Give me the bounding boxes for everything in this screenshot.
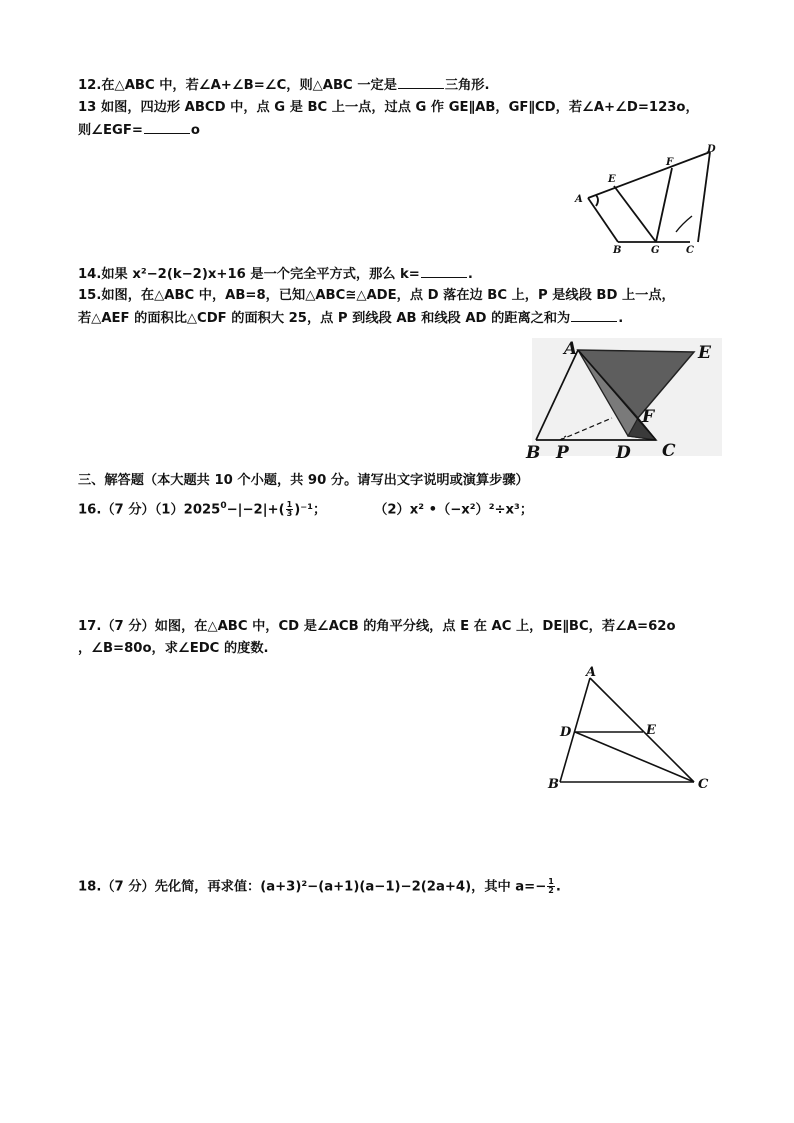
label-p: P	[556, 443, 569, 463]
question-15-line2	[78, 309, 623, 328]
answer-blank[interactable]	[571, 309, 617, 322]
label-c: C	[662, 441, 676, 461]
question-17-line2: ，∠B=80o，求∠EDC 的度数.	[78, 641, 269, 656]
question-14	[78, 265, 473, 284]
label-d: D	[707, 144, 716, 155]
figure-15-triangles	[522, 334, 726, 462]
figure-13-quadrilateral	[560, 142, 730, 262]
q16-exponent: 0	[220, 501, 227, 512]
question-15-line1: 15.如图，在△ABC 中，AB=8，已知△ABC≅△ADE，点 D 落在边 BC 上，P 是线段 BD 上一点，	[78, 288, 675, 303]
fraction-denominator: 2	[548, 886, 554, 895]
label-c: C	[686, 245, 694, 256]
q16-exp: )⁻¹；	[294, 502, 327, 518]
q18-fraction	[547, 878, 555, 895]
figure-17-triangle	[546, 664, 718, 796]
question-12	[78, 76, 489, 95]
answer-blank[interactable]	[398, 76, 444, 89]
label-f: F	[666, 157, 674, 168]
label-c: C	[698, 777, 709, 792]
label-b: B	[548, 777, 559, 792]
q16-part2: （2）x² •（−x²）²÷x³；	[374, 502, 534, 518]
q18-text: 18.（7 分）先化简，再求值：(a+3)²−(a+1)(a−1)−2(2a+4)，其中 a=−	[78, 879, 547, 895]
label-d: D	[560, 725, 572, 740]
question-16	[78, 501, 533, 520]
fraction-numerator: 1	[548, 877, 554, 886]
q15-text-after: .	[618, 311, 624, 326]
q16-prefix: 16.（7 分）（1）2025	[78, 502, 221, 518]
q13-text-after: o	[190, 123, 200, 138]
label-f: F	[642, 407, 655, 427]
label-d: D	[616, 443, 631, 463]
q14-text-after: .	[467, 267, 473, 282]
fraction-numerator: 1	[286, 500, 293, 509]
section-3-heading: 三、解答题（本大题共 10 个小题，共 90 分。请写出文字说明或演算步骤）	[78, 473, 529, 488]
q13-text: 则∠EGF=	[78, 123, 143, 138]
q15-text: 若△AEF 的面积比△CDF 的面积大 25，点 P 到线段 AB 和线段 AD 的距离之和为	[78, 311, 571, 326]
label-b: B	[613, 245, 622, 256]
question-13-line1: 13 如图，四边形 ABCD 中，点 G 是 BC 上一点，过点 G 作 GE∥AB，GF∥CD，若∠A+∠D=123o，	[78, 100, 699, 115]
q12-text-after: 三角形.	[444, 78, 490, 93]
q18-text-after: .	[555, 879, 561, 895]
label-e: E	[698, 343, 711, 363]
q14-text: 14.如果 x²−2(k−2)x+16 是一个完全平方式，那么 k=	[78, 267, 420, 282]
label-e: E	[646, 723, 656, 738]
label-b: B	[526, 443, 541, 463]
fraction-denominator: 3	[286, 509, 293, 518]
answer-blank[interactable]	[421, 265, 467, 278]
label-a: A	[564, 339, 578, 359]
question-17-line1: 17.（7 分）如图，在△ABC 中，CD 是∠ACB 的角平分线，点 E 在 AC 上，DE∥BC，若∠A=62o	[78, 619, 676, 634]
q16-fraction	[286, 501, 294, 518]
label-a: A	[586, 665, 597, 680]
label-a: A	[575, 194, 583, 205]
q12-text: 12.在△ABC 中，若∠A+∠B=∠C，则△ABC 一定是	[78, 78, 397, 93]
question-13-line2	[78, 121, 200, 140]
question-18	[78, 878, 561, 897]
q16-mid: −|−2|+(	[226, 502, 285, 518]
label-g: G	[651, 245, 660, 256]
answer-blank[interactable]	[144, 121, 190, 134]
label-e: E	[608, 174, 616, 185]
